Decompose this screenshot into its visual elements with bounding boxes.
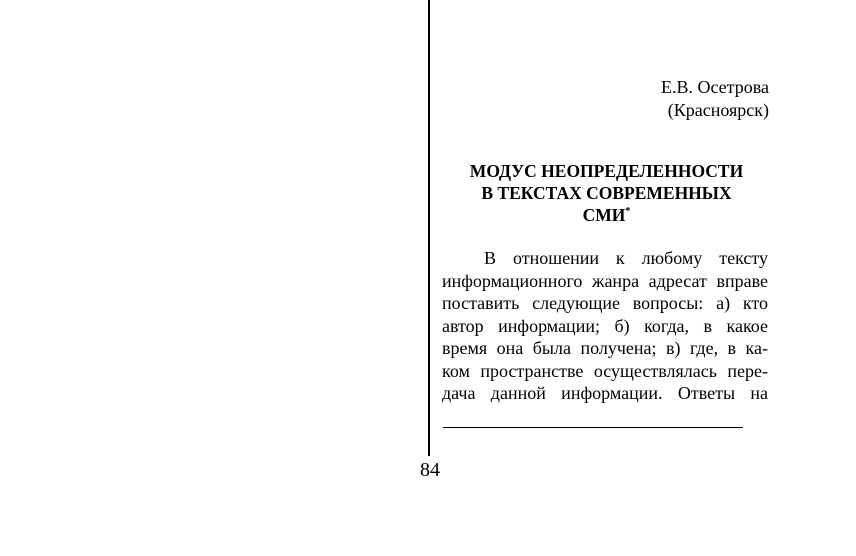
title-line-3-text: СМИ [582,205,626,225]
title-line-3 [444,204,769,226]
body-line-6: ком пространстве осуществлялась пере- [442,360,768,381]
author-city: (Красноярск) [667,100,769,120]
title-line-2: В ТЕКСТАХ СОВРЕМЕННЫХ [481,183,732,203]
body-line-2: информационного жанра адресат вправе [442,270,768,291]
author-name: Е.В. Осетрова [660,77,769,97]
footnote-marker: * [625,206,631,217]
body-line-5: время она была получена; в) где, в ка- [442,338,768,358]
article-title [444,160,769,226]
body-line-7: дача данной информации. Ответы на [442,383,768,403]
page-number: 84 [420,459,440,481]
title-line-1: МОДУС НЕОПРЕДЕЛЕННОСТИ [469,161,744,181]
body-line-4: автор информации; б) когда, в какое [442,315,768,336]
body-line-3: поставить следующие вопросы: а) кто [442,293,768,313]
footnote-separator [443,427,743,428]
body-line-1: В отношении к любому тексту [484,248,768,268]
author-byline [661,76,769,122]
page-gutter-divider [428,0,430,456]
article-body [442,247,768,405]
